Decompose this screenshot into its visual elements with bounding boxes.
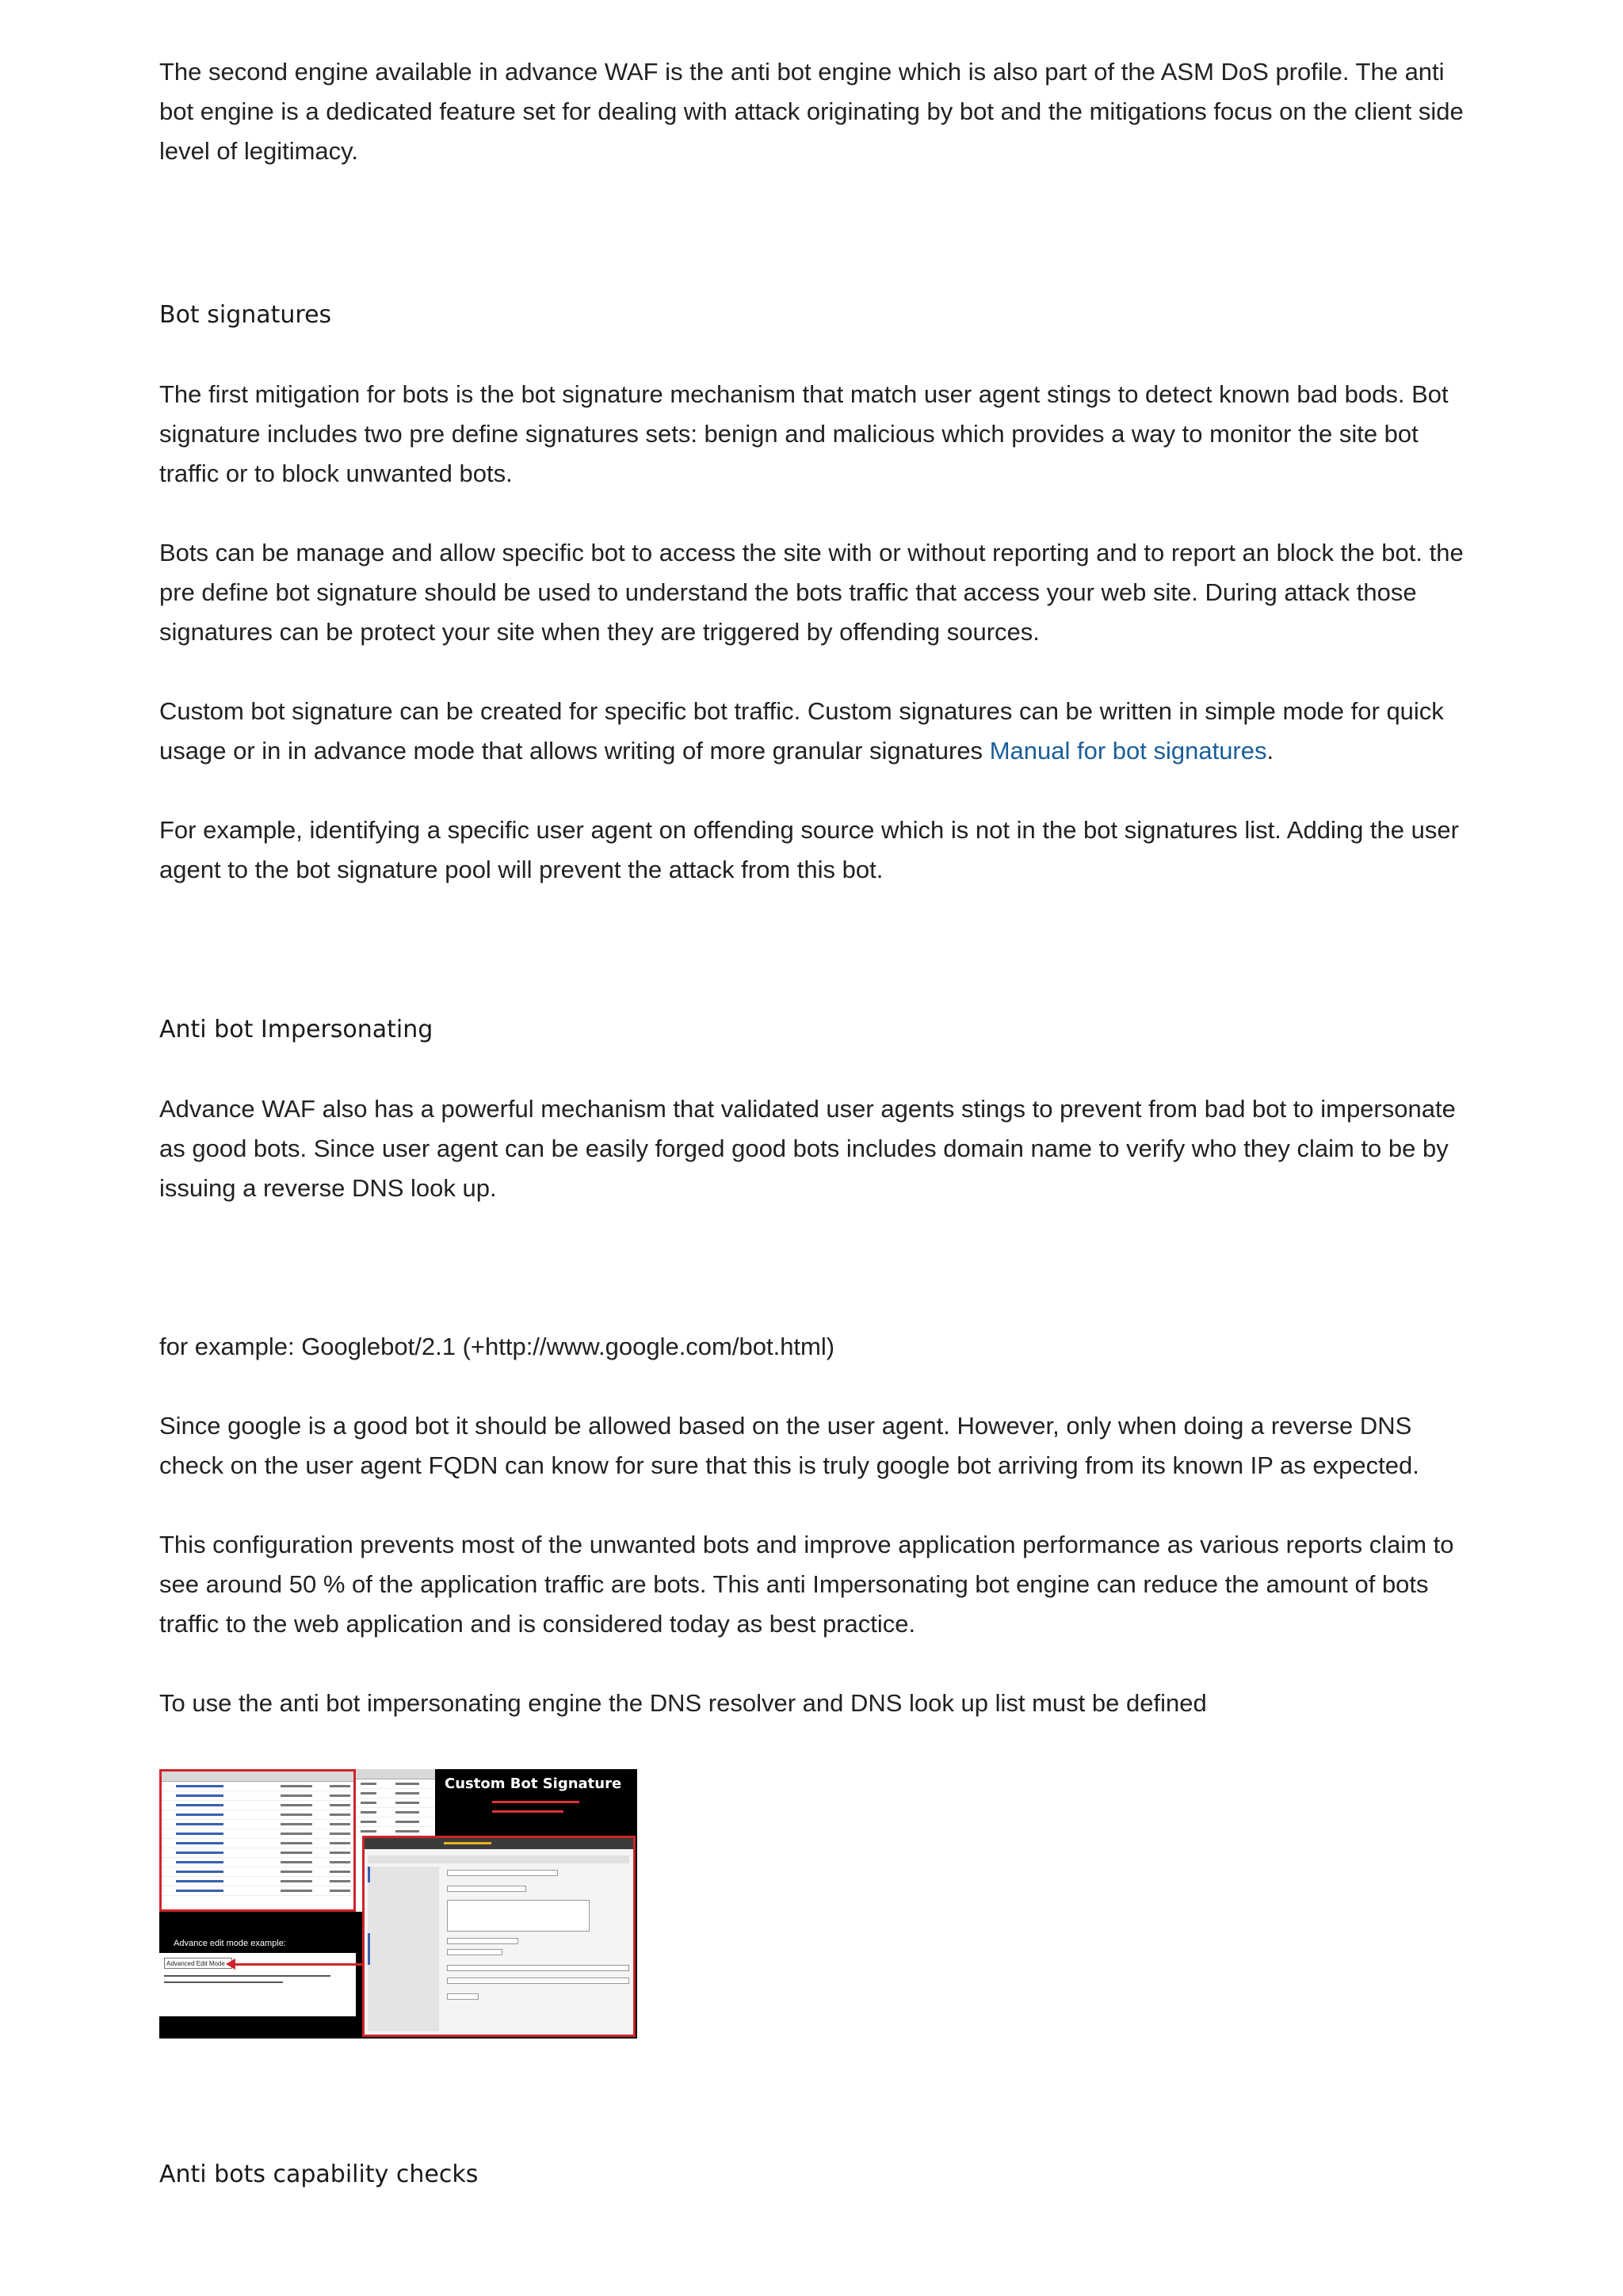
heading-anti-bot-impersonating: Anti bot Impersonating: [159, 1016, 433, 1043]
bot-signatures-table-image: [159, 1769, 356, 1912]
impersonating-paragraph-3: Since google is a good bot it should be allowed based on the user agent. However, only when doing a reverse DNS check on the user agent FQDN can know for sure that this is truly google bot arriving from its known IP as expected.: [159, 1412, 1419, 1479]
figure-breadcrumb-line-1: [492, 1801, 579, 1803]
heading-capability-checks: Anti bots capability checks: [159, 2161, 479, 2188]
figure-title: Custom Bot Signature: [445, 1775, 622, 1792]
intro-paragraph: The second engine available in advance WAF is the anti bot engine which is also part of the ASM DoS profile. The anti bot engine is a dedicated feature set for dealing with attack originating by bot and the mitigations focus on the client side level of legitimacy.: [159, 58, 1464, 165]
bot-signature-paragraph-4: For example, identifying a specific user agent on offending source which is not in the bot signatures list. Adding the user agent to the bot signature pool will prevent the attack from this bot.: [159, 816, 1459, 883]
heading-bot-signatures: Bot signatures: [159, 301, 332, 329]
advance-edit-example: [159, 1953, 356, 2016]
advance-edit-label: Advance edit mode example:: [174, 1939, 286, 1948]
bot-signature-paragraph-3: [159, 692, 1475, 771]
manual-bot-signatures-link[interactable]: Manual for bot signatures: [989, 737, 1267, 765]
impersonating-paragraph-4: This configuration prevents most of the unwanted bots and improve application performance as various reports claim to see around 50 % of the application traffic are bots. This anti Impersonating bot engine can reduce the amount of bots traffic to the web application and is considered today as best practice.: [159, 1531, 1454, 1638]
impersonating-paragraph-5: To use the anti bot impersonating engine the DNS resolver and DNS look up list must be defined: [159, 1689, 1207, 1717]
figure-breadcrumb-line-2: [492, 1810, 563, 1813]
bot-signature-paragraph-2: Bots can be manage and allow specific bot to access the site with or without reporting and to report an block the bot. the pre define bot signature should be used to understand the bots traffic that access your web site. During attack those signatures can be protect your site when they are triggered by offending sources.: [159, 539, 1464, 646]
bot-signature-paragraph-3-end: .: [1266, 737, 1274, 765]
bot-signature-paragraph-3-text: Custom bot signature can be created for specific bot traffic. Custom signatures can be written in simple mode for quick usage or in in advance mode that allows writing of more granular signatures: [159, 697, 1444, 765]
impersonating-example: for example: Googlebot/2.1 (+http://www.google.com/bot.html): [159, 1333, 835, 1360]
arrow-head-icon: [226, 1958, 235, 1970]
bot-signature-paragraph-1: The first mitigation for bots is the bot signature mechanism that match user agent stings to detect known bad bods. Bot signature includes two pre define signatures sets: benign and malicious which provides a way to monitor the site bot traffic or to block unwanted bots.: [159, 380, 1449, 487]
edit-mode-select: Advanced Edit Mode: [164, 1958, 232, 1969]
custom-bot-signature-figure: [159, 1769, 637, 2039]
bot-signature-properties-form-image: [362, 1836, 636, 2037]
impersonating-paragraph-1: Advance WAF also has a powerful mechanism that validated user agents stings to prevent from bad bot to impersonate as good bots. Since user agent can be easily forged good bots includes domain name to verify who they claim to be by issuing a reverse DNS look up.: [159, 1095, 1456, 1202]
